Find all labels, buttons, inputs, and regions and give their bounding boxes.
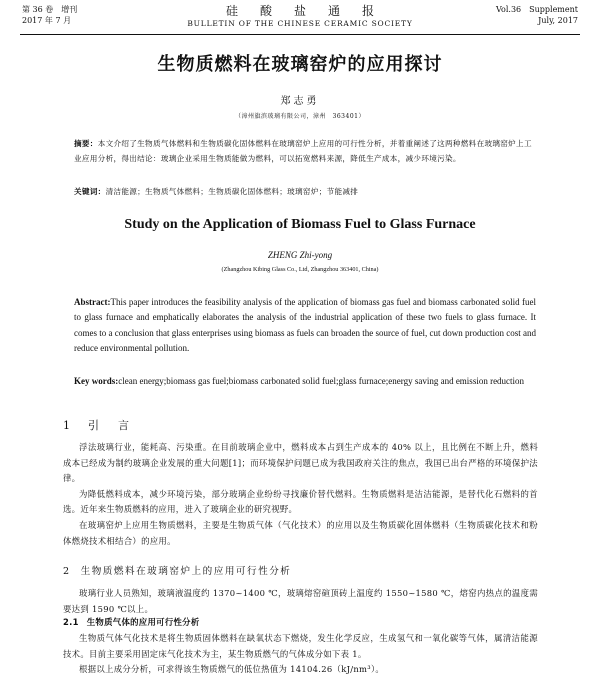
keywords-en bbox=[74, 374, 536, 388]
subsection-2-1-number: 2.1 bbox=[63, 617, 79, 627]
section-2-body bbox=[63, 586, 538, 617]
running-header bbox=[20, 4, 580, 34]
abstract-en-label: Abstract: bbox=[74, 297, 111, 307]
keywords-cn bbox=[74, 186, 536, 198]
author-cn: 郑志勇 bbox=[280, 96, 320, 107]
abstract-cn-label: 摘要： bbox=[74, 139, 98, 148]
section-1-title: 引 言 bbox=[88, 419, 133, 432]
paragraph: 浮法玻璃行业，能耗高、污染重。在目前玻璃企业中，燃料成本占到生产成本的 40% 以上，且比例在不断上升，燃料成本已经成为制约玻璃企业发展的重大问题[1]；而环境保护问题已成为我国政府关注的焦点，我国已出台严格的环境保护法律。 bbox=[63, 442, 538, 484]
section-2-heading bbox=[63, 563, 291, 577]
abstract-en-text: This paper introduces the feasibility analysis of the application of biomass gas fuel and biomass carbonated solid fuel to glass furnace and emphatically elaborates the analysis of the industrial application of these two fuels to glass furnace. It comes to a conclusion that glass enterprises using biomass as fuels can broaden the source of fuel, cut down production cost and reduce environmental pollution. bbox=[74, 297, 536, 353]
header-volume-info-en bbox=[496, 4, 578, 26]
paragraph: 在玻璃窑炉上应用生物质燃料，主要是生物质气体（气化技术）的应用以及生物质碳化固体燃料（生物质碳化技术和粉体燃烧技术相结合）的应用。 bbox=[63, 519, 538, 546]
paragraph: 为降低燃料成本，减少环境污染，部分玻璃企业纷纷寻找廉价替代燃料。生物质燃料是洁洁能源，是替代化石燃料的首选。近年来生物质燃料的应用，进入了玻璃企业的研究视野。 bbox=[63, 488, 538, 515]
header-journal-name bbox=[160, 4, 440, 29]
keywords-cn-label: 关键词： bbox=[74, 187, 106, 196]
section-1-heading bbox=[63, 417, 133, 433]
keywords-en-label: Key words: bbox=[74, 376, 119, 386]
affiliation-en: (Zhangzhou Kibing Glass Co., Ltd, Zhangzhou 363401, China) bbox=[221, 266, 379, 273]
abstract-cn-text: 本文介绍了生物质气体燃料和生物质碳化固体燃料在玻璃窑炉上应用的可行性分析，并着重阐述了这两种燃料在玻璃窑炉上工业应用分析，得出结论：玻璃企业采用生物质能做为燃料，可以拓宽燃料来源，降低生产成本，减少环境污染。 bbox=[74, 139, 532, 163]
header-volume-en: Vol.36 Supplement bbox=[496, 5, 578, 14]
abstract-cn bbox=[74, 136, 536, 166]
section-1-body bbox=[63, 440, 538, 549]
subsection-2-1-title: 生物质气体的应用可行性分析 bbox=[86, 617, 200, 627]
header-rule bbox=[20, 34, 580, 35]
paper-title-cn: 生物质燃料在玻璃窑炉的应用探讨 bbox=[157, 54, 443, 75]
header-volume-info bbox=[22, 4, 77, 26]
header-date-en: July, 2017 bbox=[538, 16, 578, 25]
paragraph: 生物质气体气化技术是将生物质固体燃料在缺氧状态下燃烧，发生化学反应，生成氢气和一氧化碳等气体，属清洁能源技术。目前主要采用固定床气化技术为主，某生物质燃气的气体成分如下表 1。 bbox=[63, 633, 538, 659]
author-en: ZHENG Zhi-yong bbox=[267, 250, 333, 260]
affiliation-cn: （漳州旗滨玻璃有限公司，漳州 363401） bbox=[235, 113, 365, 120]
paragraph: 根据以上成分分析，可求得该生物质燃气的低位热值为 14104.26（kJ/nm³）。 bbox=[79, 664, 385, 675]
section-2-number: 2 bbox=[63, 566, 71, 577]
keywords-cn-text: 清洁能源；生物质气体燃料；生物质碳化固体燃料；玻璃窑炉；节能减排 bbox=[105, 187, 359, 196]
journal-name-en: BULLETIN OF THE CHINESE CERAMIC SOCIETY bbox=[187, 19, 413, 28]
subsection-2-1-body bbox=[63, 631, 538, 678]
header-date-cn: 2017 年 7 月 bbox=[22, 16, 72, 25]
section-1-number: 1 bbox=[63, 419, 74, 432]
paragraph: 玻璃行业人员熟知，玻璃液温度约 1370~1400 ℃，玻璃熔窑碹顶砖上温度约 1550~1580 ℃，熔窑内热点的温度需要达到 1590 ℃以上。 bbox=[63, 588, 538, 614]
keywords-en-text: clean energy;biomass gas fuel;biomass carbonated solid fuel;glass furnace;energy saving and emission reduction bbox=[118, 376, 525, 386]
journal-name-cn: 硅酸盐通报 bbox=[225, 4, 396, 18]
header-volume: 第 36 卷 增刊 bbox=[22, 5, 78, 14]
section-2-title: 生物质燃料在玻璃窑炉上的应用可行性分析 bbox=[80, 566, 292, 577]
paper-title-en: Study on the Application of Biomass Fuel to Glass Furnace bbox=[124, 217, 476, 232]
abstract-en bbox=[74, 295, 536, 356]
subsection-2-1-heading bbox=[63, 616, 200, 628]
